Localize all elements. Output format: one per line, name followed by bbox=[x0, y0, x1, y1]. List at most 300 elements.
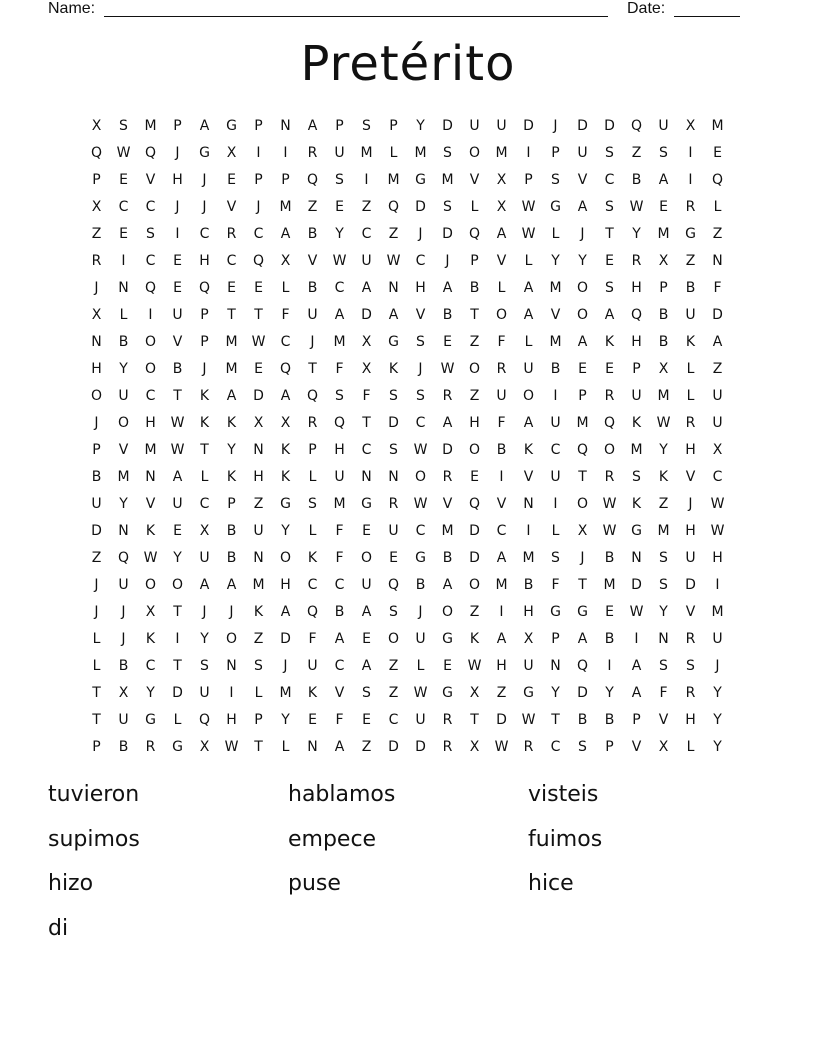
grid-letter[interactable]: S bbox=[443, 144, 452, 161]
grid-letter[interactable]: D bbox=[415, 738, 426, 755]
grid-letter[interactable]: P bbox=[92, 441, 101, 458]
grid-letter[interactable]: X bbox=[199, 522, 210, 539]
grid-letter[interactable]: R bbox=[496, 360, 507, 377]
grid-letter[interactable]: G bbox=[550, 198, 561, 215]
grid-letter[interactable]: U bbox=[172, 306, 183, 323]
grid-letter[interactable]: W bbox=[440, 360, 455, 377]
grid-letter[interactable]: S bbox=[605, 144, 614, 161]
grid-letter[interactable]: I bbox=[553, 495, 558, 512]
grid-letter[interactable]: U bbox=[550, 414, 561, 431]
grid-letter[interactable]: C bbox=[145, 198, 156, 215]
grid-letter[interactable]: I bbox=[175, 225, 180, 242]
grid-letter[interactable]: O bbox=[144, 360, 157, 377]
grid-letter[interactable]: D bbox=[577, 117, 588, 134]
grid-letter[interactable]: C bbox=[253, 225, 264, 242]
grid-letter[interactable]: W bbox=[602, 522, 617, 539]
grid-letter[interactable]: V bbox=[469, 171, 480, 188]
grid-letter[interactable]: E bbox=[362, 711, 371, 728]
grid-letter[interactable]: Q bbox=[603, 414, 616, 431]
grid-letter[interactable]: N bbox=[631, 549, 642, 566]
grid-letter[interactable]: J bbox=[229, 603, 234, 620]
grid-letter[interactable]: V bbox=[577, 171, 588, 188]
grid-letter[interactable]: A bbox=[199, 117, 210, 134]
grid-letter[interactable]: I bbox=[634, 630, 639, 647]
grid-letter[interactable]: O bbox=[468, 144, 481, 161]
grid-letter[interactable]: O bbox=[522, 387, 535, 404]
grid-letter[interactable]: P bbox=[632, 360, 641, 377]
grid-letter[interactable]: C bbox=[415, 414, 426, 431]
grid-letter[interactable]: Z bbox=[91, 549, 102, 566]
grid-letter[interactable]: S bbox=[605, 198, 614, 215]
grid-letter[interactable]: R bbox=[91, 252, 102, 269]
grid-letter[interactable]: L bbox=[524, 252, 533, 269]
grid-letter[interactable]: W bbox=[710, 522, 725, 539]
grid-letter[interactable]: F bbox=[308, 630, 317, 647]
grid-letter[interactable]: C bbox=[415, 252, 426, 269]
grid-letter[interactable]: S bbox=[416, 387, 425, 404]
grid-letter[interactable]: D bbox=[280, 630, 291, 647]
grid-letter[interactable]: O bbox=[603, 441, 616, 458]
grid-letter[interactable]: Z bbox=[388, 657, 399, 674]
grid-letter[interactable]: I bbox=[526, 144, 531, 161]
grid-letter[interactable]: L bbox=[551, 225, 560, 242]
grid-letter[interactable]: Y bbox=[281, 711, 290, 728]
grid-letter[interactable]: L bbox=[173, 711, 182, 728]
grid-letter[interactable]: J bbox=[175, 144, 180, 161]
grid-letter[interactable]: C bbox=[550, 738, 561, 755]
grid-letter[interactable]: S bbox=[335, 171, 344, 188]
grid-letter[interactable]: A bbox=[199, 576, 210, 593]
grid-letter[interactable]: N bbox=[523, 495, 534, 512]
grid-letter[interactable]: B bbox=[604, 711, 615, 728]
grid-letter[interactable]: E bbox=[227, 171, 236, 188]
grid-letter[interactable]: X bbox=[685, 117, 696, 134]
grid-letter[interactable]: U bbox=[361, 252, 372, 269]
grid-letter[interactable]: B bbox=[118, 738, 129, 755]
grid-letter[interactable]: Y bbox=[605, 684, 614, 701]
grid-letter[interactable]: B bbox=[307, 225, 318, 242]
grid-letter[interactable]: M bbox=[576, 414, 589, 431]
grid-letter[interactable]: Y bbox=[713, 684, 722, 701]
grid-letter[interactable]: X bbox=[658, 360, 669, 377]
grid-letter[interactable]: B bbox=[334, 603, 345, 620]
grid-letter[interactable]: E bbox=[713, 144, 722, 161]
grid-letter[interactable]: S bbox=[119, 117, 128, 134]
grid-letter[interactable]: P bbox=[92, 171, 101, 188]
grid-letter[interactable]: J bbox=[418, 225, 423, 242]
grid-letter[interactable]: T bbox=[362, 414, 371, 431]
grid-letter[interactable]: V bbox=[496, 495, 507, 512]
grid-letter[interactable]: D bbox=[91, 522, 102, 539]
grid-letter[interactable]: W bbox=[413, 441, 428, 458]
grid-letter[interactable]: H bbox=[199, 252, 210, 269]
grid-letter[interactable]: U bbox=[523, 657, 534, 674]
grid-letter[interactable]: O bbox=[387, 630, 400, 647]
grid-letter[interactable]: M bbox=[711, 603, 724, 620]
grid-letter[interactable]: T bbox=[173, 387, 182, 404]
grid-letter[interactable]: K bbox=[685, 333, 696, 350]
grid-letter[interactable]: A bbox=[523, 414, 534, 431]
grid-letter[interactable]: L bbox=[713, 198, 722, 215]
grid-letter[interactable]: Q bbox=[630, 306, 643, 323]
grid-letter[interactable]: O bbox=[90, 387, 103, 404]
grid-letter[interactable]: W bbox=[656, 414, 671, 431]
grid-letter[interactable]: X bbox=[118, 684, 129, 701]
grid-letter[interactable]: M bbox=[333, 495, 346, 512]
grid-letter[interactable]: O bbox=[144, 576, 157, 593]
grid-letter[interactable]: M bbox=[441, 522, 454, 539]
grid-letter[interactable]: S bbox=[632, 468, 641, 485]
grid-letter[interactable]: G bbox=[631, 522, 642, 539]
grid-letter[interactable]: X bbox=[91, 306, 102, 323]
grid-letter[interactable]: S bbox=[578, 738, 587, 755]
grid-letter[interactable]: G bbox=[361, 495, 372, 512]
grid-letter[interactable]: Q bbox=[306, 387, 319, 404]
grid-letter[interactable]: S bbox=[308, 495, 317, 512]
grid-letter[interactable]: J bbox=[202, 171, 207, 188]
grid-letter[interactable]: E bbox=[605, 360, 614, 377]
grid-letter[interactable]: V bbox=[334, 684, 345, 701]
grid-letter[interactable]: Y bbox=[227, 441, 236, 458]
grid-letter[interactable]: L bbox=[470, 198, 479, 215]
grid-letter[interactable]: K bbox=[280, 441, 291, 458]
grid-letter[interactable]: Q bbox=[306, 603, 319, 620]
grid-letter[interactable]: D bbox=[469, 522, 480, 539]
grid-letter[interactable]: U bbox=[712, 630, 723, 647]
grid-letter[interactable]: T bbox=[470, 306, 479, 323]
grid-letter[interactable]: F bbox=[551, 576, 560, 593]
grid-letter[interactable]: W bbox=[413, 684, 428, 701]
grid-letter[interactable]: B bbox=[226, 522, 237, 539]
grid-letter[interactable]: W bbox=[170, 441, 185, 458]
grid-letter[interactable]: B bbox=[631, 171, 642, 188]
grid-letter[interactable]: S bbox=[200, 657, 209, 674]
grid-letter[interactable]: D bbox=[469, 549, 480, 566]
grid-letter[interactable]: U bbox=[685, 306, 696, 323]
grid-letter[interactable]: Z bbox=[712, 360, 723, 377]
grid-letter[interactable]: P bbox=[254, 117, 263, 134]
grid-letter[interactable]: Z bbox=[658, 495, 669, 512]
grid-letter[interactable]: M bbox=[711, 117, 724, 134]
grid-letter[interactable]: I bbox=[553, 387, 558, 404]
grid-letter[interactable]: S bbox=[362, 117, 371, 134]
grid-letter[interactable]: C bbox=[145, 252, 156, 269]
grid-letter[interactable]: F bbox=[335, 549, 344, 566]
grid-letter[interactable]: F bbox=[281, 306, 290, 323]
grid-letter[interactable]: V bbox=[658, 711, 669, 728]
grid-letter[interactable]: J bbox=[202, 198, 207, 215]
grid-letter[interactable]: A bbox=[280, 603, 291, 620]
grid-letter[interactable]: U bbox=[253, 522, 264, 539]
grid-letter[interactable]: G bbox=[388, 333, 399, 350]
grid-letter[interactable]: L bbox=[686, 387, 695, 404]
grid-letter[interactable]: M bbox=[333, 333, 346, 350]
grid-letter[interactable]: Z bbox=[388, 225, 399, 242]
grid-letter[interactable]: B bbox=[172, 360, 183, 377]
grid-letter[interactable]: J bbox=[256, 198, 261, 215]
grid-letter[interactable]: X bbox=[226, 144, 237, 161]
grid-letter[interactable]: F bbox=[659, 684, 668, 701]
grid-letter[interactable]: J bbox=[580, 225, 585, 242]
grid-letter[interactable]: C bbox=[226, 252, 237, 269]
grid-letter[interactable]: C bbox=[334, 657, 345, 674]
grid-letter[interactable]: B bbox=[550, 360, 561, 377]
grid-letter[interactable]: C bbox=[361, 225, 372, 242]
grid-letter[interactable]: C bbox=[145, 387, 156, 404]
grid-letter[interactable]: M bbox=[495, 576, 508, 593]
grid-letter[interactable]: M bbox=[441, 171, 454, 188]
grid-letter[interactable]: C bbox=[307, 576, 318, 593]
grid-letter[interactable]: J bbox=[283, 657, 288, 674]
grid-letter[interactable]: Z bbox=[469, 333, 480, 350]
grid-letter[interactable]: E bbox=[119, 171, 128, 188]
grid-letter[interactable]: S bbox=[686, 657, 695, 674]
grid-letter[interactable]: X bbox=[577, 522, 588, 539]
grid-letter[interactable]: A bbox=[334, 738, 345, 755]
grid-letter[interactable]: Q bbox=[576, 657, 589, 674]
grid-letter[interactable]: X bbox=[145, 603, 156, 620]
grid-letter[interactable]: U bbox=[469, 117, 480, 134]
grid-letter[interactable]: U bbox=[496, 117, 507, 134]
grid-letter[interactable]: I bbox=[526, 522, 531, 539]
grid-letter[interactable]: S bbox=[659, 576, 668, 593]
grid-letter[interactable]: K bbox=[145, 630, 156, 647]
grid-letter[interactable]: W bbox=[494, 738, 509, 755]
grid-letter[interactable]: R bbox=[388, 495, 399, 512]
grid-letter[interactable]: D bbox=[523, 117, 534, 134]
grid-letter[interactable]: V bbox=[145, 171, 156, 188]
grid-letter[interactable]: I bbox=[229, 684, 234, 701]
grid-letter[interactable]: U bbox=[577, 144, 588, 161]
grid-letter[interactable]: B bbox=[442, 306, 453, 323]
grid-letter[interactable]: X bbox=[280, 252, 291, 269]
grid-letter[interactable]: O bbox=[144, 333, 157, 350]
grid-letter[interactable]: O bbox=[117, 414, 130, 431]
grid-letter[interactable]: J bbox=[688, 495, 693, 512]
grid-letter[interactable]: K bbox=[199, 414, 210, 431]
grid-letter[interactable]: T bbox=[173, 603, 182, 620]
grid-letter[interactable]: D bbox=[442, 225, 453, 242]
grid-letter[interactable]: M bbox=[414, 144, 427, 161]
grid-letter[interactable]: O bbox=[225, 630, 238, 647]
grid-letter[interactable]: D bbox=[388, 414, 399, 431]
grid-letter[interactable]: U bbox=[118, 576, 129, 593]
grid-letter[interactable]: A bbox=[334, 630, 345, 647]
grid-letter[interactable]: V bbox=[145, 495, 156, 512]
grid-letter[interactable]: C bbox=[334, 576, 345, 593]
grid-letter[interactable]: D bbox=[415, 198, 426, 215]
grid-letter[interactable]: K bbox=[604, 333, 615, 350]
grid-letter[interactable]: H bbox=[712, 549, 723, 566]
grid-letter[interactable]: X bbox=[199, 738, 210, 755]
grid-letter[interactable]: T bbox=[578, 468, 587, 485]
grid-letter[interactable]: X bbox=[658, 252, 669, 269]
grid-letter[interactable]: G bbox=[226, 117, 237, 134]
grid-letter[interactable]: U bbox=[415, 711, 426, 728]
grid-letter[interactable]: B bbox=[604, 630, 615, 647]
grid-letter[interactable]: K bbox=[280, 468, 291, 485]
grid-letter[interactable]: T bbox=[254, 738, 263, 755]
grid-letter[interactable]: A bbox=[577, 333, 588, 350]
grid-letter[interactable]: M bbox=[225, 360, 238, 377]
grid-letter[interactable]: Y bbox=[632, 225, 641, 242]
grid-letter[interactable]: T bbox=[308, 360, 317, 377]
grid-letter[interactable]: L bbox=[686, 738, 695, 755]
grid-letter[interactable]: O bbox=[441, 603, 454, 620]
grid-letter[interactable]: G bbox=[550, 603, 561, 620]
grid-letter[interactable]: B bbox=[658, 333, 669, 350]
grid-letter[interactable]: S bbox=[362, 684, 371, 701]
grid-letter[interactable]: D bbox=[577, 684, 588, 701]
grid-letter[interactable]: H bbox=[685, 441, 696, 458]
grid-letter[interactable]: L bbox=[281, 738, 290, 755]
grid-letter[interactable]: C bbox=[145, 657, 156, 674]
grid-letter[interactable]: S bbox=[605, 279, 614, 296]
grid-letter[interactable]: W bbox=[170, 414, 185, 431]
grid-letter[interactable]: W bbox=[143, 549, 158, 566]
grid-letter[interactable]: E bbox=[173, 252, 182, 269]
grid-letter[interactable]: A bbox=[631, 657, 642, 674]
grid-letter[interactable]: U bbox=[118, 711, 129, 728]
grid-letter[interactable]: L bbox=[200, 468, 209, 485]
grid-letter[interactable]: X bbox=[91, 117, 102, 134]
grid-letter[interactable]: V bbox=[685, 468, 696, 485]
grid-letter[interactable]: N bbox=[550, 657, 561, 674]
grid-letter[interactable]: U bbox=[91, 495, 102, 512]
grid-letter[interactable]: M bbox=[549, 279, 562, 296]
grid-letter[interactable]: R bbox=[604, 468, 615, 485]
grid-letter[interactable]: Z bbox=[685, 252, 696, 269]
grid-letter[interactable]: K bbox=[523, 441, 534, 458]
grid-letter[interactable]: M bbox=[144, 117, 157, 134]
grid-letter[interactable]: E bbox=[578, 360, 587, 377]
grid-letter[interactable]: F bbox=[335, 711, 344, 728]
grid-letter[interactable]: J bbox=[121, 630, 126, 647]
grid-letter[interactable]: C bbox=[604, 171, 615, 188]
grid-letter[interactable]: H bbox=[631, 279, 642, 296]
grid-letter[interactable]: D bbox=[442, 117, 453, 134]
grid-letter[interactable]: U bbox=[334, 144, 345, 161]
grid-letter[interactable]: Z bbox=[253, 630, 264, 647]
grid-letter[interactable]: V bbox=[523, 468, 534, 485]
grid-letter[interactable]: R bbox=[685, 414, 696, 431]
grid-letter[interactable]: S bbox=[551, 549, 560, 566]
grid-letter[interactable]: M bbox=[279, 198, 292, 215]
grid-letter[interactable]: C bbox=[199, 495, 210, 512]
grid-letter[interactable]: P bbox=[254, 171, 263, 188]
grid-letter[interactable]: J bbox=[580, 549, 585, 566]
grid-letter[interactable]: U bbox=[307, 306, 318, 323]
grid-letter[interactable]: A bbox=[226, 387, 237, 404]
grid-letter[interactable]: U bbox=[415, 630, 426, 647]
grid-letter[interactable]: M bbox=[549, 333, 562, 350]
grid-letter[interactable]: V bbox=[550, 306, 561, 323]
grid-letter[interactable]: Q bbox=[630, 117, 643, 134]
grid-letter[interactable]: E bbox=[659, 198, 668, 215]
grid-letter[interactable]: M bbox=[630, 441, 643, 458]
grid-letter[interactable]: N bbox=[118, 279, 129, 296]
grid-letter[interactable]: H bbox=[631, 333, 642, 350]
grid-letter[interactable]: Y bbox=[119, 360, 128, 377]
grid-letter[interactable]: J bbox=[418, 603, 423, 620]
grid-letter[interactable]: A bbox=[631, 684, 642, 701]
grid-letter[interactable]: W bbox=[332, 252, 347, 269]
grid-letter[interactable]: H bbox=[280, 576, 291, 593]
grid-letter[interactable]: W bbox=[521, 198, 536, 215]
grid-letter[interactable]: M bbox=[657, 387, 670, 404]
grid-letter[interactable]: C bbox=[199, 225, 210, 242]
grid-letter[interactable]: I bbox=[121, 252, 126, 269]
grid-letter[interactable]: M bbox=[360, 144, 373, 161]
grid-letter[interactable]: E bbox=[173, 279, 182, 296]
grid-letter[interactable]: E bbox=[173, 522, 182, 539]
grid-letter[interactable]: J bbox=[94, 603, 99, 620]
grid-letter[interactable]: A bbox=[334, 306, 345, 323]
grid-letter[interactable]: V bbox=[496, 252, 507, 269]
grid-letter[interactable]: A bbox=[712, 333, 723, 350]
grid-letter[interactable]: A bbox=[577, 198, 588, 215]
grid-letter[interactable]: Q bbox=[387, 198, 400, 215]
grid-letter[interactable]: E bbox=[335, 198, 344, 215]
grid-letter[interactable]: C bbox=[280, 333, 291, 350]
grid-letter[interactable]: A bbox=[523, 306, 534, 323]
grid-letter[interactable]: B bbox=[118, 333, 129, 350]
grid-letter[interactable]: A bbox=[361, 603, 372, 620]
grid-letter[interactable]: A bbox=[523, 279, 534, 296]
grid-letter[interactable]: W bbox=[386, 252, 401, 269]
grid-letter[interactable]: M bbox=[495, 144, 508, 161]
grid-letter[interactable]: N bbox=[145, 468, 156, 485]
grid-letter[interactable]: E bbox=[119, 225, 128, 242]
grid-letter[interactable]: U bbox=[712, 387, 723, 404]
grid-letter[interactable]: A bbox=[604, 306, 615, 323]
grid-letter[interactable]: S bbox=[659, 144, 668, 161]
grid-letter[interactable]: L bbox=[497, 279, 506, 296]
grid-letter[interactable]: F bbox=[497, 333, 506, 350]
grid-letter[interactable]: G bbox=[523, 684, 534, 701]
grid-letter[interactable]: E bbox=[254, 279, 263, 296]
grid-letter[interactable]: A bbox=[496, 630, 507, 647]
grid-letter[interactable]: Y bbox=[551, 684, 560, 701]
grid-letter[interactable]: L bbox=[92, 630, 101, 647]
grid-letter[interactable]: D bbox=[442, 441, 453, 458]
grid-letter[interactable]: A bbox=[361, 279, 372, 296]
grid-letter[interactable]: M bbox=[603, 576, 616, 593]
grid-letter[interactable]: G bbox=[442, 630, 453, 647]
grid-letter[interactable]: G bbox=[199, 144, 210, 161]
grid-letter[interactable]: P bbox=[308, 441, 317, 458]
grid-letter[interactable]: I bbox=[607, 657, 612, 674]
grid-letter[interactable]: Q bbox=[468, 495, 481, 512]
grid-letter[interactable]: Y bbox=[659, 441, 668, 458]
grid-letter[interactable]: Q bbox=[252, 252, 265, 269]
grid-letter[interactable]: G bbox=[415, 171, 426, 188]
grid-letter[interactable]: F bbox=[497, 414, 506, 431]
grid-letter[interactable]: Q bbox=[198, 279, 211, 296]
grid-letter[interactable]: S bbox=[551, 171, 560, 188]
grid-letter[interactable]: W bbox=[629, 198, 644, 215]
grid-letter[interactable]: N bbox=[712, 252, 723, 269]
grid-letter[interactable]: E bbox=[605, 252, 614, 269]
grid-letter[interactable]: P bbox=[524, 171, 533, 188]
grid-letter[interactable]: F bbox=[335, 522, 344, 539]
grid-letter[interactable]: K bbox=[631, 495, 642, 512]
grid-letter[interactable]: M bbox=[657, 225, 670, 242]
grid-letter[interactable]: R bbox=[442, 387, 453, 404]
grid-letter[interactable]: R bbox=[523, 738, 534, 755]
grid-letter[interactable]: G bbox=[685, 225, 696, 242]
grid-letter[interactable]: E bbox=[362, 522, 371, 539]
